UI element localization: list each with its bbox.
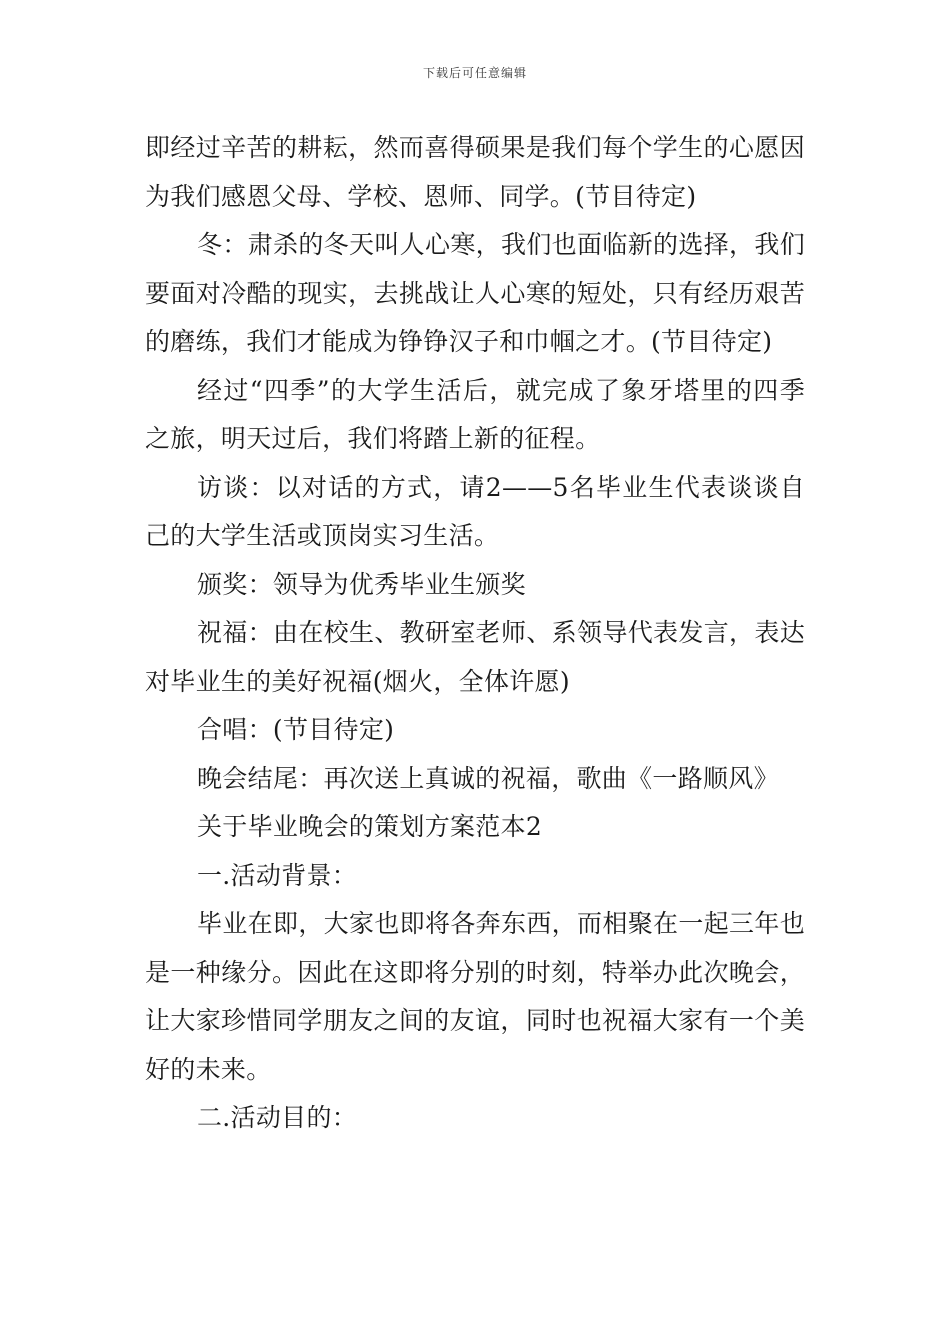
section-title: 关于毕业晚会的策划方案范本2 [197,812,543,841]
paragraph-2: 冬：肃杀的冬天叫人心寒，我们也面临新的选择，我们要面对冷酷的现实，去挑战让人心寒的短处，只有经历艰苦的磨练，我们才能成为铮铮汉子和巾帼之才。(节目待定) [145,230,805,356]
paragraph-4: 访谈：以对话的方式，请2——5名毕业生代表谈谈自己的大学生活或顶岗实习生活。 [145,472,805,550]
paragraph-background: 毕业在即，大家也即将各奔东西，而相聚在一起三年也是一种缘分。因此在这即将分别的时刻，特举办此次晚会，让大家珍惜同学朋友之间的友谊，同时也祝福大家有一个美好的未来。 [145,909,805,1084]
paragraph-6: 祝福：由在校生、教研室老师、系领导代表发言，表达对毕业生的美好祝福(烟火，全体许愿) [145,618,805,696]
section-heading-background: 一.活动背景： [197,860,358,890]
paragraph-7: 合唱：(节目待定) [197,715,395,744]
paragraph-3: 经过“四季”的大学生活后，就完成了象牙塔里的四季之旅，明天过后，我们将踏上新的征程。 [145,375,805,453]
paragraph-8: 晚会结尾：再次送上真诚的祝福，歌曲《一路顺风》 [197,763,779,793]
document-body [145,124,805,1143]
section-heading-purpose: 二.活动目的： [197,1103,358,1132]
page-header: 下载后可任意编辑 [422,66,527,80]
paragraph-5: 颁奖：领导为优秀毕业生颁奖 [197,569,526,599]
paragraph-1: 即经过辛苦的耕耘，然而喜得硕果是我们每个学生的心愿因为我们感恩父母、学校、恩师、同学。(节目待定) [145,133,805,211]
